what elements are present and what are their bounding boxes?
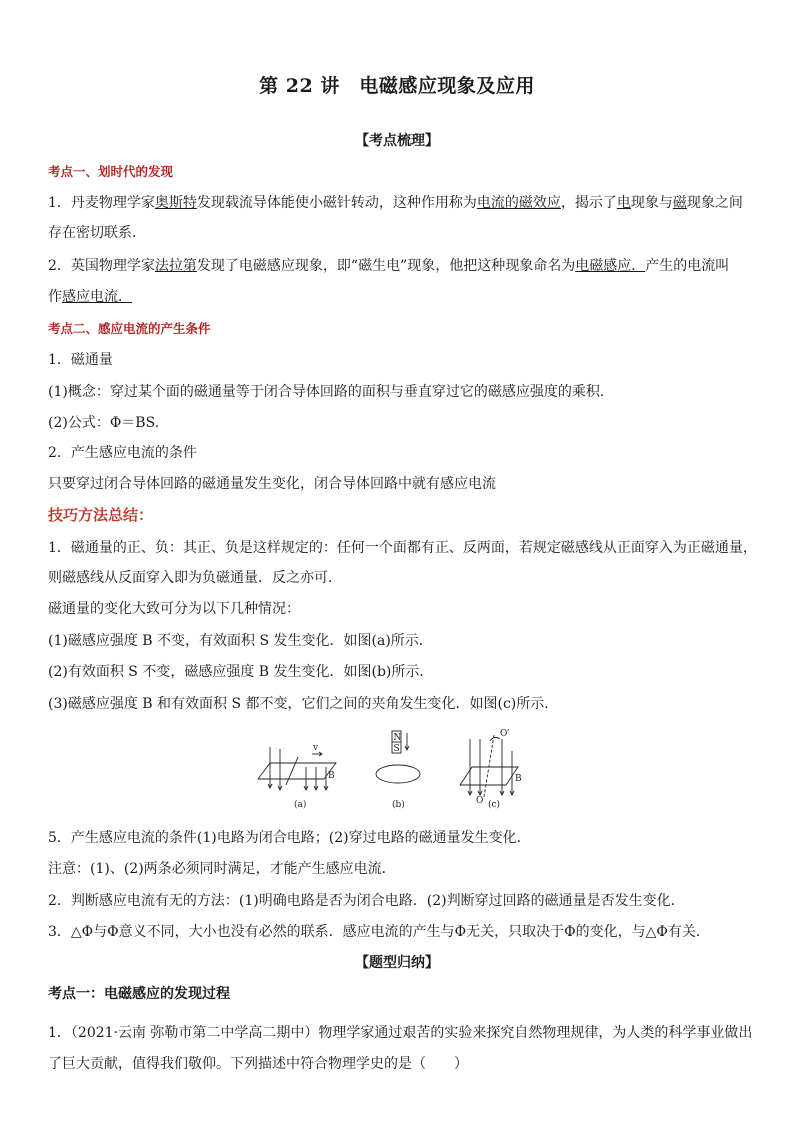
tips-line-2: 则磁感线从反面穿入即为负磁通量．反之亦可． <box>48 570 342 586</box>
magnet-south-label: S <box>393 744 400 754</box>
axis-bottom-label: O <box>476 796 484 806</box>
figure-c-label: (c) <box>488 800 501 810</box>
rules-line-2: 注意：(1)、(2)两条必须同时满足，才能产生感应电流． <box>48 861 396 877</box>
field-label-c: B <box>515 774 522 784</box>
question-1-line-2: 了巨大贡献，值得我们敬仰。下列描述中符合物理学史的是（ ） <box>48 1056 468 1072</box>
coil-plane-c <box>460 767 518 785</box>
field-label-a: B <box>328 771 335 781</box>
section-heading-question-types: 【题型归纳】 <box>355 955 439 971</box>
rules-line-3: 2．判断感应电流有无的方法：(1)明确电路是否为闭合电路．(2)判断穿过回路的磁通量是否发生变化． <box>48 893 685 909</box>
rules-line-4: 3．△Φ与Φ意义不同，大小也没有必然的联系．感应电流的产生与Φ无关，只取决于Φ的变化，与△Φ有关． <box>48 924 710 940</box>
kp1-paragraph-1-line2: 存在密切联系． <box>48 225 146 241</box>
rotation-axis <box>484 735 494 797</box>
kp2-line-3: (2)公式：Φ＝BS. <box>48 415 160 431</box>
flux-diagram <box>256 727 526 811</box>
magnet-north-label: N <box>393 733 402 743</box>
tips-line-6: (3)磁感应强度 B 和有效面积 S 都不变，它们之间的夹角发生变化．如图(c)所示． <box>48 696 559 712</box>
kp1-heading: 考点一、划时代的发现 <box>48 164 174 179</box>
tips-line-1: 1．磁通量的正、负：其正、负是这样规定的：任何一个面都有正、反两面，若规定磁感线从正面穿入为正磁通量， <box>48 540 757 556</box>
tips-heading: 技巧方法总结： <box>48 506 154 524</box>
kp1-paragraph-2-line2: 作感应电流． <box>48 289 132 305</box>
kp2-line-1: 1．磁通量 <box>48 352 113 368</box>
question-1-line-1: 1．（2021·云南 弥勒市第二中学高二期中）物理学家通过艰苦的实验来探究自然物理规律，为人类的科学事业做出 <box>48 1025 753 1041</box>
kp2-line-5: 只要穿过闭合导体回路的磁通量发生变化，闭合导体回路中就有感应电流 <box>48 476 496 492</box>
tips-line-5: (2)有效面积 S 不变，磁感应强度 B 发生变化．如图(b)所示． <box>48 664 434 680</box>
figure-c <box>460 735 518 797</box>
figure-b-label: (b) <box>392 800 405 810</box>
figure-a <box>258 747 336 790</box>
page-title: 第 22 讲 电磁感应现象及应用 <box>259 75 535 97</box>
axis-top-label: O′ <box>500 729 510 739</box>
rules-line-1: 5．产生感应电流的条件(1)电路为闭合电路；(2)穿过电路的磁通量发生变化． <box>48 830 531 846</box>
kp2-heading: 考点二、感应电流的产生条件 <box>48 321 211 336</box>
kp2-line-2: (1)概念：穿过某个面的磁通量等于闭合导体回路的面积与垂直穿过它的磁感应强度的乘积． <box>48 384 614 400</box>
section-heading-review: 【考点梳理】 <box>355 133 439 149</box>
kp3-heading: 考点一：电磁感应的发现过程 <box>48 986 230 1002</box>
kp1-paragraph-1: 1．丹麦物理学家奥斯特发现载流导体能使小磁针转动，这种作用称为电流的磁效应，揭示了电现象与磁现象之间 <box>48 195 743 211</box>
flux-figure <box>256 727 526 811</box>
tips-line-4: (1)磁感应强度 B 不变，有效面积 S 发生变化．如图(a)所示． <box>48 633 433 649</box>
velocity-label: v <box>313 743 319 753</box>
figure-a-label: (a) <box>294 800 307 810</box>
wire-loop <box>376 765 420 783</box>
sliding-rod <box>286 757 298 785</box>
kp1-paragraph-2: 2．英国物理学家法拉第发现了电磁感应现象，即“磁生电”现象，他把这种现象命名为电磁感应．产生的电流叫 <box>48 258 730 274</box>
tips-line-3: 磁通量的变化大致可分为以下几种情况： <box>48 601 300 617</box>
kp2-line-4: 2．产生感应电流的条件 <box>48 445 197 461</box>
